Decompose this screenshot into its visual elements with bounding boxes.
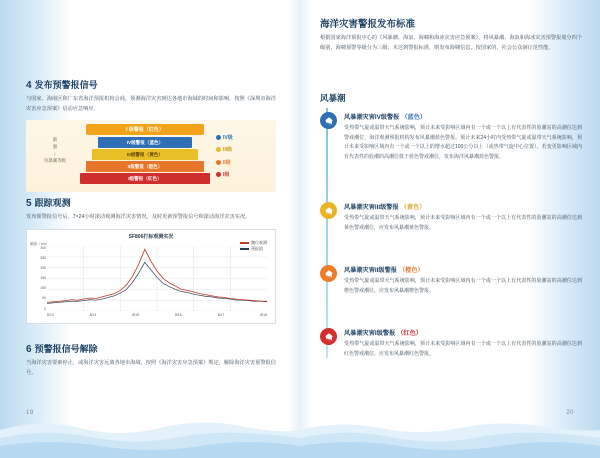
section-4-number: 4 xyxy=(26,80,32,91)
left-page-number: 19 xyxy=(26,410,34,416)
alert-name: 风暴潮灾害IV级警报 xyxy=(344,114,400,121)
right-page xyxy=(300,0,600,458)
alert-name: 风暴潮灾害I级警报 xyxy=(344,330,396,337)
pyramid-legend-4 xyxy=(216,134,272,141)
storm-surge-section-title: 风暴潮 xyxy=(320,93,346,103)
x-tick: 8/16 xyxy=(175,312,182,317)
chart-x-ticks xyxy=(47,313,267,317)
y-tick: 200 xyxy=(40,265,46,270)
y-tick: 250 xyxy=(40,255,46,260)
alert-text-red: 受热带气旋或温带天气系统影响，预计未来受影响区域内有一个或一个以上有代表性的验潮站的高潮位达到红色警戒潮位，应发布风暴潮红色警报。 xyxy=(344,341,582,357)
section-4-heading: 发布预警报信号 xyxy=(34,80,98,90)
warning-level-pyramid-figure xyxy=(26,120,276,192)
alert-item-red xyxy=(320,328,582,359)
house-wave-icon-orange xyxy=(320,265,337,282)
pyramid-header: I 级警报（红色） xyxy=(86,124,204,135)
pyramid-legend-2 xyxy=(216,159,272,166)
pyramid-legend-2-label: II级 xyxy=(223,159,231,166)
y-tick: 0 xyxy=(44,306,46,311)
level-dot-icon xyxy=(216,172,221,177)
right-page-number: 20 xyxy=(566,410,574,416)
pyramid-row-4: IV级警报（蓝色） xyxy=(98,137,192,148)
house-icon xyxy=(324,269,334,279)
chart-y-ticks xyxy=(31,246,46,311)
pyramid-row-2: II级警报（橙色） xyxy=(86,161,204,172)
y-tick: 300 xyxy=(40,245,46,250)
y-tick: 50 xyxy=(42,296,46,301)
right-wave-decoration xyxy=(300,396,600,458)
x-tick: 8/18 xyxy=(260,312,267,317)
alert-color-label: （蓝色） xyxy=(401,114,427,121)
house-icon xyxy=(324,116,334,126)
alert-heading-blue xyxy=(344,112,582,121)
section-6 xyxy=(26,342,276,378)
chart-y-axis-label: 潮高（cm） xyxy=(30,241,50,246)
pyramid-axis-label: 渐 强 ↓ 风暴潮等级 xyxy=(44,137,66,164)
section-6-number: 6 xyxy=(26,344,32,355)
section-5 xyxy=(26,196,276,324)
alert-text-blue: 受热带气旋或温带天气系统影响，预计未来受影响区域内有一个或一个以上有代表性的验潮站的高潮位达到警戒潮位，海洋观测预报机构发布风暴潮蓝色警报。预计未来24小时内受热带气旋或温带天气系统影响，预计未来受影响区域内有一个或一个以上的增水超过100公分以上（或热带气旋中心位置），若变更影响区域内有代表性的验潮的高潮位低于蓝色警戒潮位，发布海洋风暴潮蓝色警报。 xyxy=(344,125,582,160)
house-wave-icon-blue xyxy=(320,112,337,129)
left-wave-decoration xyxy=(0,396,300,458)
alert-text-yellow: 受热带气旋或温带天气系统影响，预计未来受影响区域内有一个或一个以上有代表性的验潮站的高潮位达到黄色警戒潮位，应发布风暴潮黄色警报。 xyxy=(344,215,582,231)
legend-swatch-icon xyxy=(240,242,249,244)
y-tick: 100 xyxy=(40,286,46,291)
alert-item-yellow xyxy=(320,202,582,233)
pyramid-legend-3 xyxy=(216,146,272,153)
y-tick: 150 xyxy=(40,276,46,281)
alert-heading-yellow xyxy=(344,202,582,211)
alert-heading-orange xyxy=(344,265,582,274)
section-6-heading: 预警报信号解除 xyxy=(34,344,98,354)
section-4-body: 与国家、海南区和广东省海洋预报机构会商，预测海洋灾害到达各地市海域的时间和影响，按照《深圳市海洋灾害应急预案》启动应急响应。 xyxy=(26,96,276,112)
level-dot-icon xyxy=(216,160,221,165)
tide-observation-chart xyxy=(26,229,276,324)
house-icon xyxy=(324,206,334,216)
chart-legend-label-0: 潮位观测 xyxy=(251,239,267,245)
house-icon xyxy=(324,332,334,342)
chart-plot-area xyxy=(47,246,267,311)
level-dot-icon xyxy=(216,135,221,140)
section-5-number: 5 xyxy=(26,198,32,209)
pyramid-legend-1-label: I级 xyxy=(223,171,230,178)
x-tick: 8/13 xyxy=(47,312,54,317)
section-5-body: 发布预警报信号后，7×24小时滚动观测海洋灾害情况，及时更新预警报信号和滚动海洋灾害实况。 xyxy=(26,214,251,220)
section-5-heading: 跟踪观测 xyxy=(34,198,71,208)
pyramid-legend-3-label: III级 xyxy=(223,147,233,154)
alert-color-label: （橙色） xyxy=(398,267,424,274)
pyramid-row-1: I级警报（红色） xyxy=(80,173,210,184)
house-wave-icon-yellow xyxy=(320,202,337,219)
section-4 xyxy=(26,78,276,192)
pyramid-row-3: III级警报（黄色） xyxy=(92,149,198,160)
pyramid-legend-4-label: IV级 xyxy=(223,135,233,142)
pyramid-level-legend xyxy=(216,134,272,183)
alert-name: 风暴潮灾害III级警报 xyxy=(344,204,399,211)
x-tick: 8/14 xyxy=(89,312,97,317)
pyramid-legend-1 xyxy=(216,171,272,178)
alert-item-blue xyxy=(320,112,582,162)
chart-svg xyxy=(47,246,267,311)
alert-name: 风暴潮灾害II级警报 xyxy=(344,267,397,274)
chart-title: SF806打标观测实况 xyxy=(128,233,174,240)
x-tick: 8/15 xyxy=(132,312,139,317)
house-wave-icon-red xyxy=(320,328,337,345)
x-tick: 8/17 xyxy=(217,312,225,317)
right-page-title: 海洋灾害警报发布标准 xyxy=(320,19,416,30)
chart-legend-label-1: 预报值 xyxy=(251,245,263,251)
alert-item-orange xyxy=(320,265,582,296)
alert-color-label: （红色） xyxy=(397,330,422,337)
alert-heading-red xyxy=(344,328,582,337)
section-5-title xyxy=(26,196,276,209)
section-6-title xyxy=(26,342,276,355)
level-dot-icon xyxy=(216,147,221,152)
section-4-title xyxy=(26,78,276,91)
alert-text-orange: 受热带气旋或温带天气系统影响，预计未来受影响区域内有一个或一个以上有代表性的验潮站的高潮位达到橙色警戒潮位，应发布风暴潮橙色警报。 xyxy=(344,278,582,294)
section-6-body: 当海洋灾害要素停止，或海洋灾害远离各地市海域，按照《海洋灾害应急预案》规定，解除海洋灾害预警报信号。 xyxy=(26,360,276,376)
right-page-intro: 根据国家海洋预报中心的《风暴潮、海浪、海啸和海冰灾害应急预案》，将风暴潮、海浪和海冰灾害预警报划分四个级别，海啸预警等级分为三级；未达到警报标准，则发布海啸信息，按国家的、社会公众制订范性能。 xyxy=(320,35,582,51)
alert-color-label: （黄色） xyxy=(400,204,426,211)
